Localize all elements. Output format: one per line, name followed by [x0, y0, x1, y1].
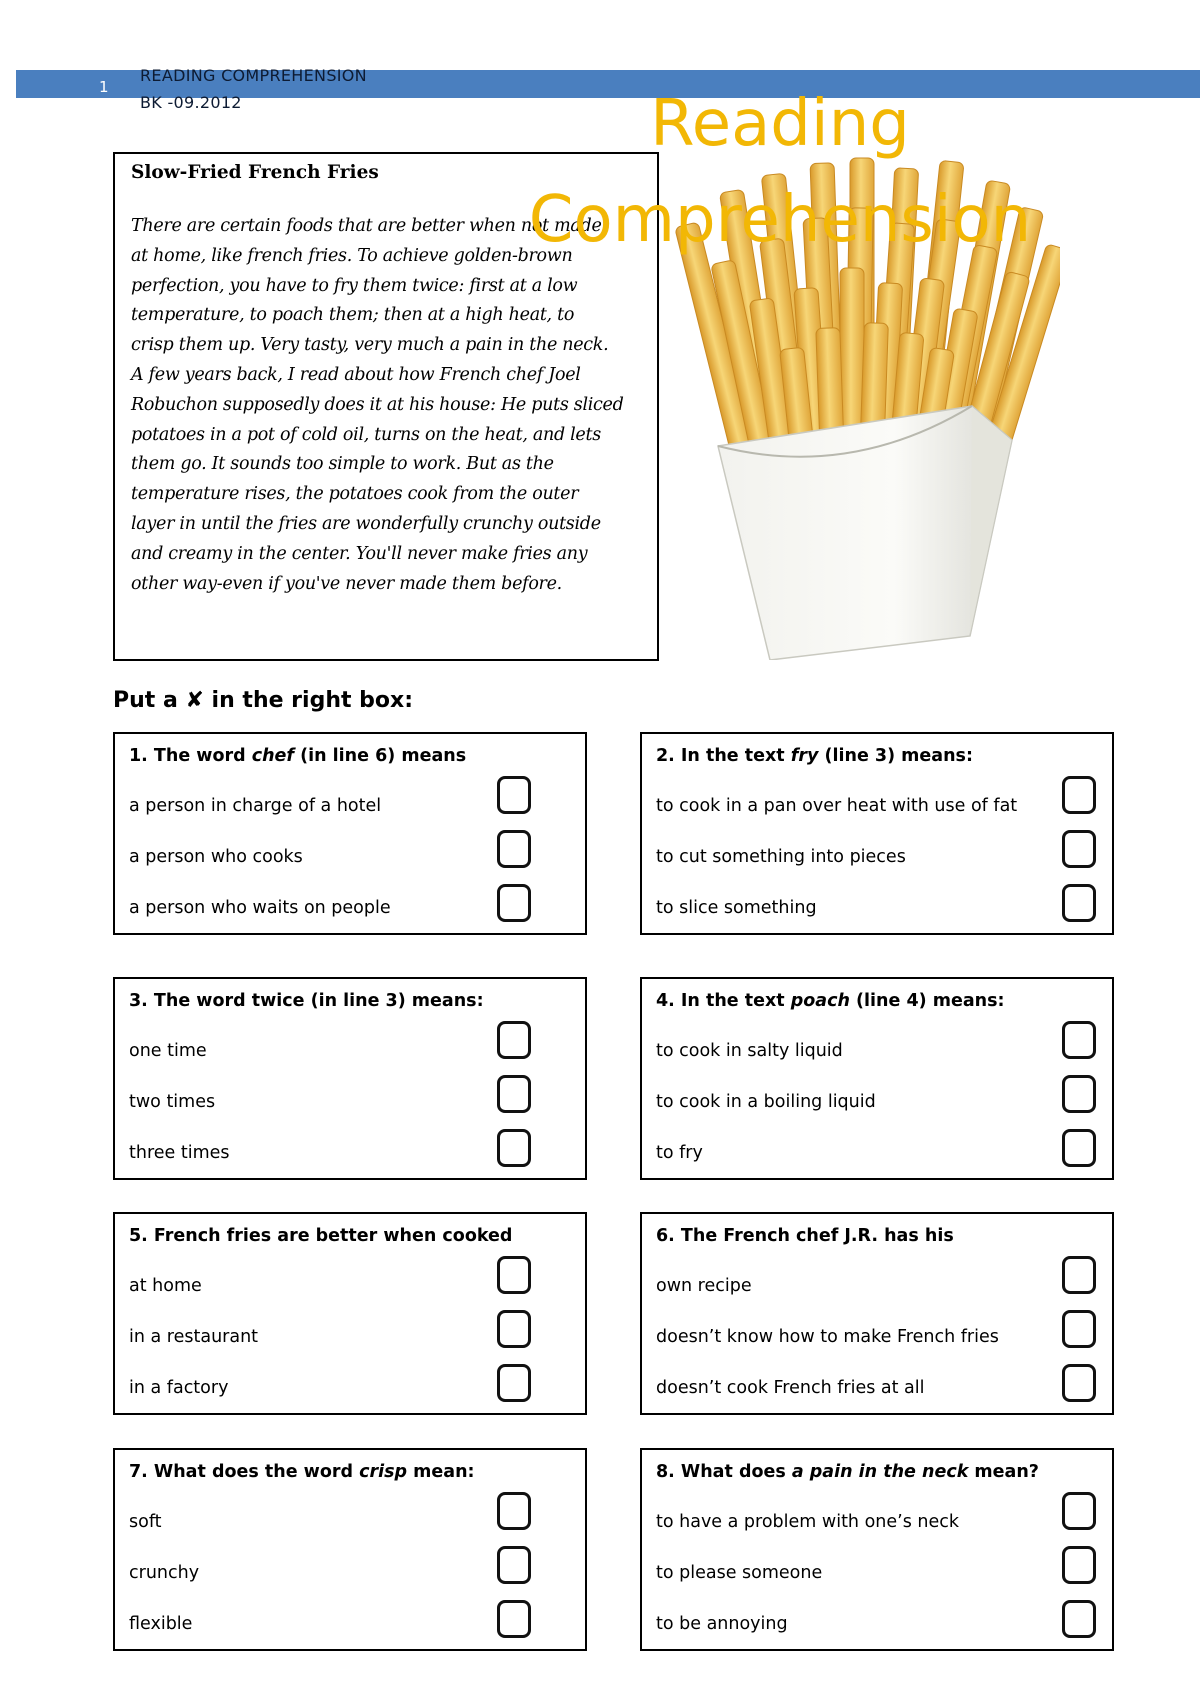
question-title — [129, 991, 484, 1011]
question-title-text: mean: — [407, 1462, 475, 1482]
header-line-1: READING COMPREHENSION — [140, 66, 367, 85]
answer-option: own recipe — [656, 1276, 752, 1296]
answer-checkbox[interactable] — [1062, 1256, 1096, 1294]
answer-option: to cook in salty liquid — [656, 1041, 843, 1061]
instruction: Put a ✘ in the right box: — [113, 688, 414, 713]
answer-checkbox[interactable] — [1062, 884, 1096, 922]
answer-checkbox[interactable] — [1062, 1129, 1096, 1167]
answer-checkbox[interactable] — [497, 776, 531, 814]
answer-option: doesn’t know how to make French fries — [656, 1327, 999, 1347]
answer-option: at home — [129, 1276, 202, 1296]
answer-checkbox[interactable] — [1062, 1021, 1096, 1059]
question-title-text: (line 4) means: — [849, 991, 1005, 1011]
answer-option: to slice something — [656, 898, 817, 918]
answer-checkbox[interactable] — [497, 1600, 531, 1638]
answer-checkbox[interactable] — [1062, 1310, 1096, 1348]
answer-checkbox[interactable] — [497, 1546, 531, 1584]
question-title — [656, 991, 1005, 1011]
question-title-text: (line 3) means: — [818, 746, 973, 766]
french-fries-image — [660, 148, 1060, 660]
header-text — [140, 62, 367, 116]
story-body: There are certain foods that are better when not made at home, like french fries. To achieve golden-brown perfection, you have to fry them twice: first at a low temperature, to poach them; then at a high heat, to crisp them up. Very tasty, very much a pain in the neck. A few years back, I read about how French chef Joel Robuchon supposedly does it at his house: He puts sliced potatoes in a pot of cold oil, turns on the heat, and lets them go. It sounds too simple to work. But as the temperature rises, the potatoes cook from the outer layer in until the fries are wonderfully crunchy outside and creamy in the center. You'll never make fries any other way-even if you've never made them before. — [131, 216, 624, 594]
answer-option: a person who waits on people — [129, 898, 391, 918]
answer-option: flexible — [129, 1614, 193, 1634]
question-title — [129, 1462, 475, 1482]
question-title — [656, 1226, 954, 1246]
big-title-line-2: Comprehension — [528, 183, 1032, 257]
answer-option: to please someone — [656, 1563, 823, 1583]
question-title-text: 2. In the text — [656, 746, 791, 766]
question-title-text: (in line 6) means — [294, 746, 467, 766]
answer-checkbox[interactable] — [1062, 1364, 1096, 1402]
question-title — [656, 1462, 1039, 1482]
answer-option: doesn’t cook French fries at all — [656, 1378, 925, 1398]
answer-checkbox[interactable] — [497, 1021, 531, 1059]
answer-checkbox[interactable] — [497, 884, 531, 922]
page-number: 1 — [99, 78, 109, 96]
answer-checkbox[interactable] — [1062, 830, 1096, 868]
question-keyword: fry — [790, 746, 819, 766]
answer-checkbox[interactable] — [497, 1492, 531, 1530]
question-title-text: 4. In the text — [656, 991, 791, 1011]
answer-option: crunchy — [129, 1563, 200, 1583]
question-box-8 — [640, 1448, 1114, 1651]
answer-checkbox[interactable] — [1062, 1492, 1096, 1530]
answer-option: to be annoying — [656, 1614, 788, 1634]
answer-option: two times — [129, 1092, 216, 1112]
answer-option: to cook in a boiling liquid — [656, 1092, 876, 1112]
story-box — [113, 152, 659, 661]
answer-option: to have a problem with one’s neck — [656, 1512, 960, 1532]
question-keyword: a pain in the neck — [791, 1462, 969, 1482]
question-title-text: 1. The word — [129, 746, 252, 766]
answer-checkbox[interactable] — [497, 1310, 531, 1348]
big-title-line-1: Reading — [650, 87, 910, 161]
answer-option: a person in charge of a hotel — [129, 796, 382, 816]
answer-checkbox[interactable] — [1062, 1546, 1096, 1584]
question-box-7 — [113, 1448, 587, 1651]
question-box-5 — [113, 1212, 587, 1415]
question-box-3 — [113, 977, 587, 1180]
answer-checkbox[interactable] — [1062, 1600, 1096, 1638]
question-keyword: poach — [790, 991, 850, 1011]
question-title — [129, 1226, 512, 1246]
answer-option: to cook in a pan over heat with use of fat — [656, 796, 1018, 816]
answer-option: in a factory — [129, 1378, 229, 1398]
answer-option: to fry — [656, 1143, 703, 1163]
answer-option: three times — [129, 1143, 230, 1163]
question-keyword: chef — [251, 746, 295, 766]
question-title-text: 6. The French chef J.R. has his — [656, 1226, 954, 1246]
answer-option: in a restaurant — [129, 1327, 259, 1347]
answer-checkbox[interactable] — [497, 830, 531, 868]
question-title-text: 3. The word twice (in line 3) means: — [129, 991, 484, 1011]
header-line-2: BK -09.2012 — [140, 93, 242, 112]
question-box-4 — [640, 977, 1114, 1180]
question-keyword: crisp — [359, 1462, 408, 1482]
question-title-text: mean? — [968, 1462, 1039, 1482]
answer-option: to cut something into pieces — [656, 847, 906, 867]
answer-option: soft — [129, 1512, 162, 1532]
question-box-6 — [640, 1212, 1114, 1415]
answer-checkbox[interactable] — [1062, 776, 1096, 814]
question-title — [129, 746, 466, 766]
question-title-text: 7. What does the word — [129, 1462, 360, 1482]
question-title-text: 5. French fries are better when cooked — [129, 1226, 513, 1246]
story-title: Slow-Fried French Fries — [131, 162, 379, 183]
answer-option: one time — [129, 1041, 207, 1061]
question-title — [656, 746, 973, 766]
question-box-2 — [640, 732, 1114, 935]
answer-option: a person who cooks — [129, 847, 303, 867]
answer-checkbox[interactable] — [1062, 1075, 1096, 1113]
answer-checkbox[interactable] — [497, 1256, 531, 1294]
answer-checkbox[interactable] — [497, 1364, 531, 1402]
answer-checkbox[interactable] — [497, 1075, 531, 1113]
question-title-text: 8. What does — [656, 1462, 792, 1482]
question-box-1 — [113, 732, 587, 935]
answer-checkbox[interactable] — [497, 1129, 531, 1167]
